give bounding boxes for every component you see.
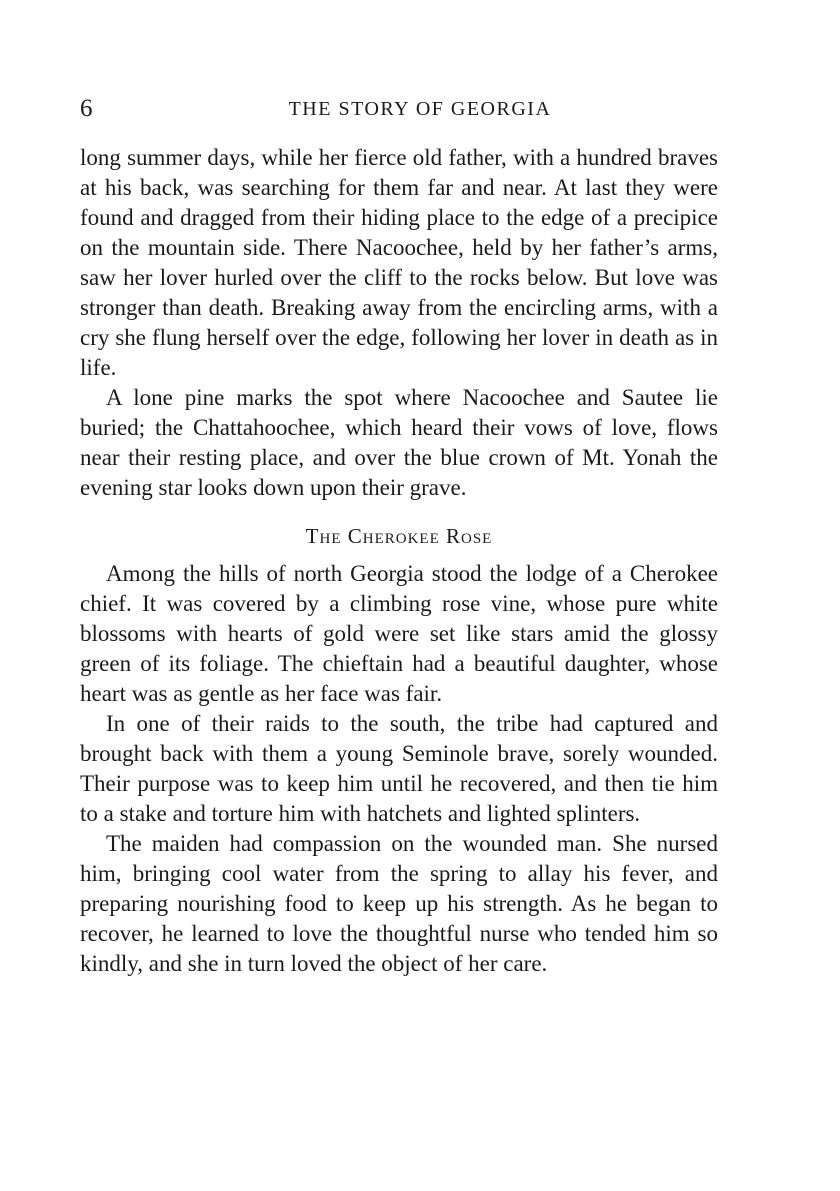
paragraph: Among the hills of north Georgia stood the lodge of a Cherokee chief. It was covered by a climbing rose vine, whose pure white blossoms with hearts of gold were set like stars amid the glossy green of its foliage. The chieftain had a beautiful daughter, whose heart was as gentle as her face was fair. (80, 561, 718, 706)
paragraph-continued: long summer days, while her fierce old father, with a hundred braves at his back, was searching for them far and near. At last they were found and dragged from their hiding place to the edge of a precipice on the mountain side. There Nacoochee, held by her father’s arms, saw her lover hurled over the cliff to the rocks below. But love was stronger than death. Breaking away from the encircling arms, with a cry she flung herself over the edge, following her lover in death as in life. (80, 145, 718, 380)
body-text (80, 143, 718, 979)
paragraph: The maiden had compassion on the wounded man. She nursed him, bringing cool water from the spring to allay his fever, and preparing nourishing food to keep up his strength. As he began to recover, he learned to love the thoughtful nurse who tended him so kindly, and she in turn loved the object of her care. (80, 831, 718, 976)
paragraph: A lone pine marks the spot where Nacoochee and Sautee lie buried; the Chattahoochee, which heard their vows of love, flows near their resting place, and over the blue crown of Mt. Yonah the evening star looks down upon their grave. (80, 385, 718, 500)
running-title: THE STORY OF GEORGIA (288, 98, 552, 120)
page-number: 6 (80, 95, 93, 122)
section-heading: The Cherokee Rose (305, 524, 493, 548)
paragraph: In one of their raids to the south, the tribe had captured and brought back with them a young Seminole brave, sorely wounded. Their purpose was to keep him until he recovered, and then tie him to a stake and torture him with hatchets and lighted splinters. (80, 711, 718, 826)
